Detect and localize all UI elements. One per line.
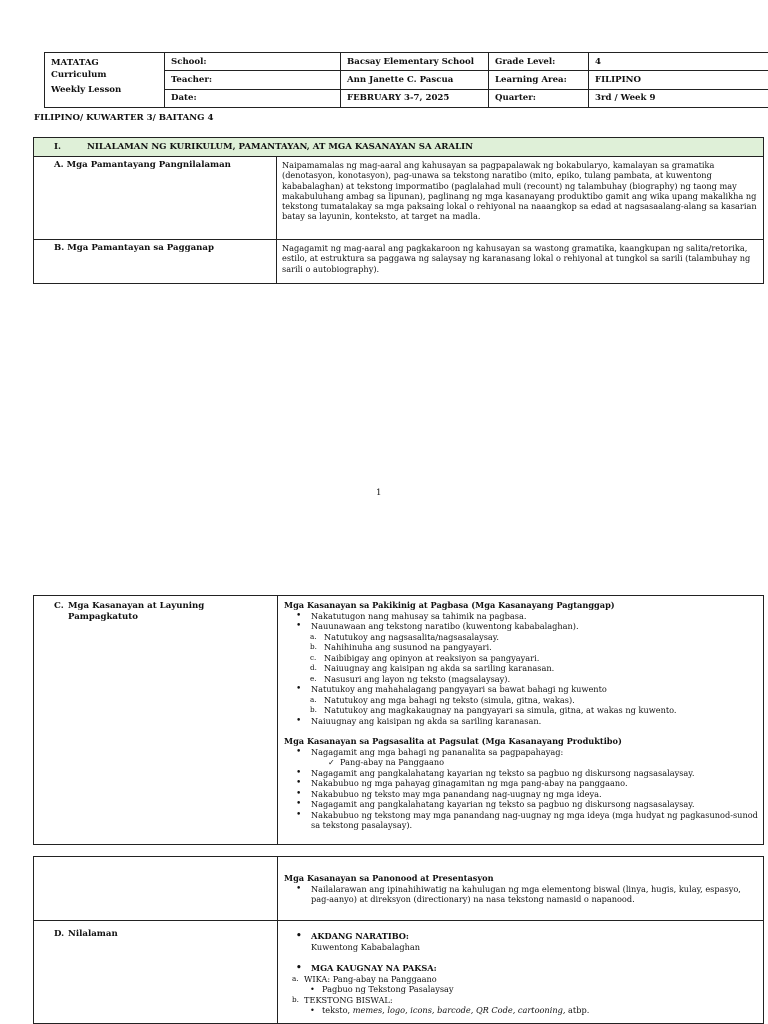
section-1 (33, 137, 764, 284)
quarter-label: Quarter: (489, 89, 589, 107)
list-item: e. Nasusuri ang layon ng teksto (magsalaysay). (310, 673, 511, 684)
teacher-label: Teacher: (165, 71, 341, 89)
akda-text: Kuwentong Kababalaghan (311, 941, 421, 952)
nilalaman-block (284, 931, 758, 1016)
list-item: b. Nahihinuha ang susunod na pangyayari. (310, 642, 492, 652)
area-label: Learning Area: (489, 71, 589, 89)
date-value: FEBRUARY 3-7, 2025 (341, 89, 489, 107)
list-item: • Nauunawaan ang tekstong naratibo (kuwentong kababalaghan). (284, 621, 758, 632)
row-pamantayang-pangnilalaman (33, 157, 764, 240)
weekly-lesson-label: Weekly Lesson (51, 85, 122, 95)
pakikinig-sublist (284, 632, 758, 685)
curriculum-label: MATATAG Curriculum (51, 58, 107, 80)
section-1-number: I. (54, 142, 62, 152)
label-pamantayang-pangnilalaman: A. Mga Pamantayang Pangnilalaman (34, 157, 277, 239)
subject-line: FILIPINO/ KUWARTER 3/ BAITANG 4 (34, 113, 214, 123)
section-c-box (33, 595, 764, 845)
area-value: FILIPINO (589, 71, 768, 89)
curriculum-cell (45, 53, 165, 108)
header-table (44, 52, 768, 108)
paksa-heading: • MGA KAUGNAY NA PAKSA: (284, 963, 758, 974)
page-number: 1 (376, 488, 382, 498)
list-item: • Natutukoy ang mahahalagang pangyayari sa bawat bahagi ng kuwento (284, 684, 758, 695)
list-item: • Nakabubuo ng mga pahayag ginagamitan ng mga pang-abay na panggaano. (284, 778, 758, 789)
panonood-heading: Mga Kasanayan sa Panonood at Presentasyon (284, 873, 494, 883)
list-item: • Nakabubuo ng tekstong may mga panandang nag-uugnay ng mga ideya (mga hudyat ng pagkasunod-sunod sa tekstong pasalaysay). (284, 810, 758, 831)
list-item: • teksto, memes, logo, icons, barcode, QR Code, cartooning, atbp. (284, 1005, 758, 1016)
school-label: School: (165, 53, 341, 71)
divider (34, 920, 763, 921)
list-item: • Naiuugnay ang kaisipan ng akda sa sariling karanasan. (284, 716, 758, 727)
list-item: b. Natutukoy ang magkakaugnay na pangyayari sa simula, gitna, at wakas ng kuwento. (310, 705, 677, 715)
list-item: a. WIKA: Pang-abay na Panggaano (292, 973, 437, 984)
list-item: c. Naibibigay ang opinyon at reaksiyon sa pangyayari. (310, 652, 540, 663)
section-1-header (33, 137, 764, 157)
section-c-label (34, 596, 277, 623)
section-c-content (279, 596, 763, 835)
teacher-value: Ann Janette C. Pascua (341, 71, 489, 89)
quarter-value: 3rd / Week 9 (589, 89, 768, 107)
list-item: a. Natutukoy ang mga bahagi ng teksto (simula, gitna, wakas). (310, 694, 575, 705)
school-value: Bacsay Elementary School (341, 53, 489, 71)
section-c-label-cell (34, 596, 278, 844)
section-d-content (279, 857, 763, 1015)
pakikinig-list (284, 611, 758, 632)
section-d-box (33, 856, 764, 1024)
grade-label: Grade Level: (489, 53, 589, 71)
section-d-label-cell (34, 857, 278, 1023)
pagsasalita-heading: Mga Kasanayan sa Pagsasalita at Pagsulat (Mga Kasanayang Produktibo) (284, 736, 622, 746)
panonood-block (279, 857, 763, 905)
label-pamantayan-pagganap: B. Mga Pamantayan sa Pagganap (34, 240, 277, 283)
list-item: • Nagagamit ang mga bahagi ng pananalita sa pagpapahayag: (284, 747, 758, 758)
list-item: d. Naiuugnay ang kaisipan ng akda sa sariling karanasan. (310, 663, 555, 673)
section-d-label: D. Nilalaman (54, 929, 118, 939)
pagsasalita-list (284, 768, 758, 831)
grade-value: 4 (589, 53, 768, 71)
check-item: ✓ Pang-abay na Panggaano (328, 757, 445, 767)
akda-heading: • AKDANG NARATIBO: (284, 931, 758, 942)
text-pamantayan-pagganap: Nagagamit ng mag-aaral ang pagkakaroon ng kahusayan sa wastong gramatika, kaangkupan ng salita/retorika, estilo, at estruktura sa paggawa ng salaysay ng karanasang lokal o rehiyonal at tungkol sa sarili (talambuhay ng sarili o autobiography). (282, 243, 751, 274)
text-pamantayang-pangnilalaman: Naipamamalas ng mag-aaral ang kahusayan sa pagpapalawak ng bokabularyo, kamalayan sa gramatika (denotasyon, konotasyon), pag-unawa sa tekstong naratibo (mito, epiko, tulang pambata, at kuwentong kababalaghan) at tekstong impormatibo (paglalahad muli (recount) ng talambuhay (biography) ng taong may makabuluhang ambag sa lipunan), paglinang ng mga kasanayang produktibo gamit ang wika upang makalikha ng tekstong tumatalakay sa mga paksaing lokal o rehiyonal na naaangkop sa edad at nagsasaalang-alang sa kasarian batay sa layunin, konteksto, at target na madla. (282, 160, 757, 222)
list-item: • Pagbuo ng Tekstong Pasalaysay (284, 984, 758, 995)
list-item: b. TEKSTONG BISWAL: (292, 994, 393, 1005)
list-item: • Nagagamit ang pangkalahatang kayarian ng teksto sa pagbuo ng diskursong nagsasalaysay. (284, 799, 758, 810)
list-item: • Nagagamit ang pangkalahatang kayarian ng teksto sa pagbuo ng diskursong nagsasalaysay. (284, 768, 758, 779)
date-label: Date: (165, 89, 341, 107)
list-item: • Nailalarawan ang ipinahihiwatig na kahulugan ng mga elementong biswal (linya, hugis, kulay, espasyo, pag-aanyo) at direksyon (directionary) na nasa tekstong namasid o napanood. (284, 884, 758, 905)
section-c-index: C. (54, 601, 64, 611)
pakikinig-heading: Mga Kasanayan sa Pakikinig at Pagbasa (Mga Kasanayang Pagtanggap) (284, 600, 615, 610)
section-1-title: NILALAMAN NG KURIKULUM, PAMANTAYAN, AT MGA KASANAYAN SA ARALIN (87, 142, 474, 152)
list-item: a. Natutukoy ang nagsasalita/nagsasalaysay. (310, 631, 499, 642)
section-c-label-line1: Mga Kasanayan at Layuning (68, 601, 205, 611)
section-c-label-line2: Pampagkatuto (68, 612, 138, 622)
list-item: • Nakabubuo ng teksto may mga panandang nag-uugnay ng mga ideya. (284, 789, 758, 800)
row-pamantayan-pagganap (33, 240, 764, 284)
list-item: • Nakatutugon nang mahusay sa tahimik na pagbasa. (284, 611, 758, 622)
check-icon: ✓ (328, 757, 335, 767)
